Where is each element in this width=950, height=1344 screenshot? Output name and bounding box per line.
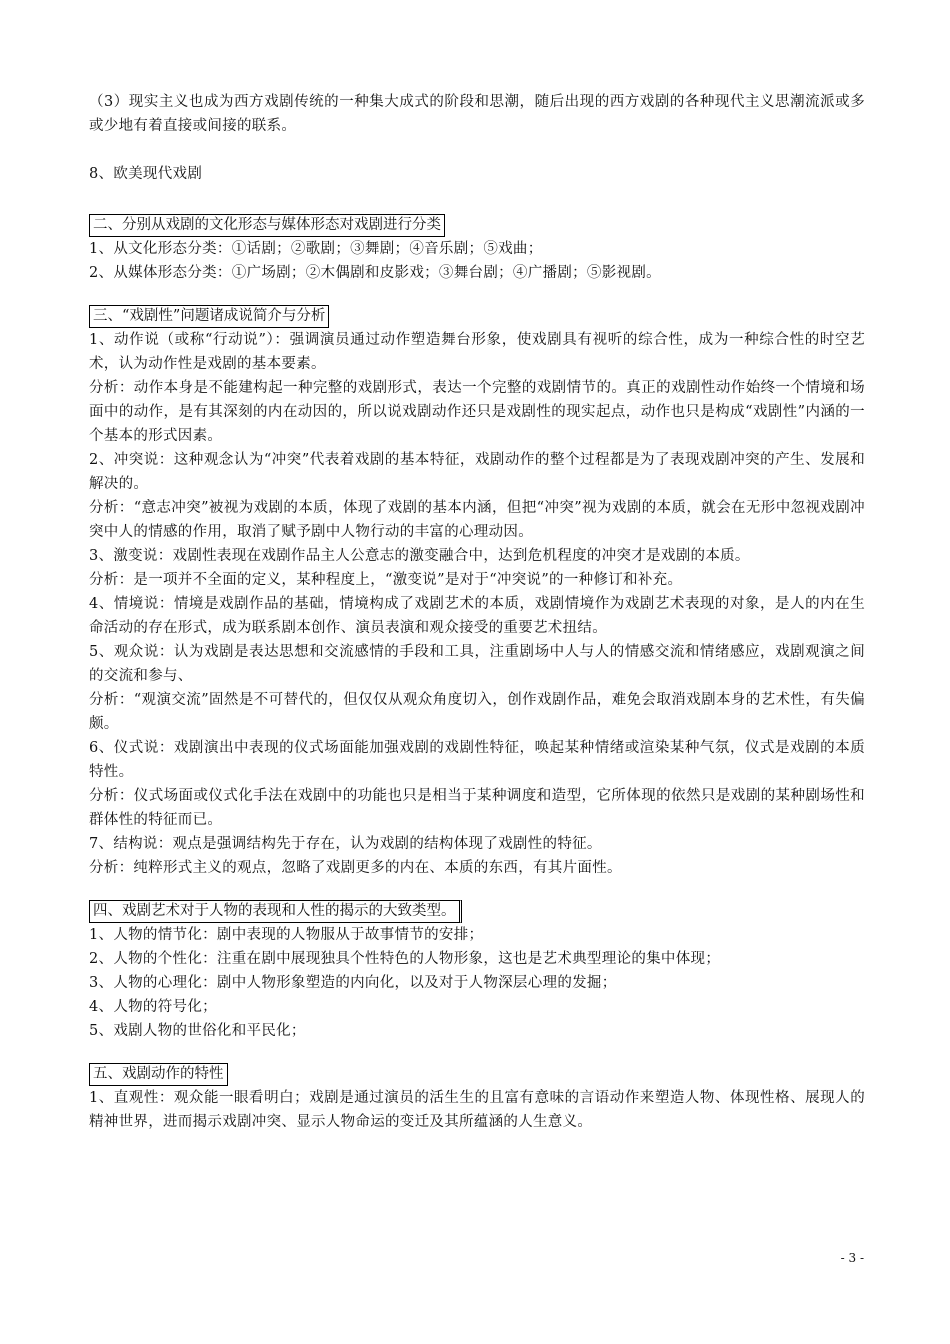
section-3-heading: 三、“戏剧性”问题诸成说简介与分析 [89,305,329,328]
section-3-line: 分析：“意志冲突”被视为戏剧的本质，体现了戏剧的基本内涵，但把“冲突”视为戏剧的本质，就会在无形中忽视戏剧冲突中人的情感的作用，取消了赋予剧中人物行动的丰富的心理动因。 [89,500,865,540]
section-3-line: 分析：“观演交流”固然是不可替代的，但仅仅从观众角度切入，创作戏剧作品，难免会取消戏剧本身的艺术性，有失偏颇。 [89,692,865,732]
section-4-line: 1、人物的情节化：剧中表现的人物服从于故事情节的安排； [89,927,484,943]
section-3-line: 分析：是一项并不全面的定义，某种程度上，“激变说”是对于“冲突说”的一种修订和补充。 [89,572,683,588]
page-number: - 3 - [840,1251,864,1265]
section-3-line: 6、仪式说：戏剧演出中表现的仪式场面能加强戏剧的戏剧性特征，唤起某种情绪或渲染某种气氛，仪式是戏剧的本质特性。 [89,740,865,780]
item-8-heading: 8、欧美现代戏剧 [89,166,203,182]
section-4-line: 2、人物的个性化：注重在剧中展现独具个性特色的人物形象，这也是艺术典型理论的集中体现； [89,951,721,967]
section-3-line: 3、激变说：戏剧性表现在戏剧作品主人公意志的激变融合中，达到危机程度的冲突才是戏剧的本质。 [89,548,750,564]
section-4-line: 4、人物的符号化； [89,999,217,1015]
section-3-line: 7、结构说：观点是强调结构先于存在，认为戏剧的结构体现了戏剧性的特征。 [89,836,602,852]
section-5-line: 1、直观性：观众能一眼看明白；戏剧是通过演员的活生生的且富有意味的言语动作来塑造人物、体现性格、展现人的精神世界，进而揭示戏剧冲突、显示人物命运的变迁及其所蕴涵的人生意义。 [89,1090,865,1130]
section-3-line: 2、冲突说：这种观念认为“冲突”代表着戏剧的基本特征，戏剧动作的整个过程都是为了表现戏剧冲突的产生、发展和解决的。 [89,452,865,492]
section-3-line: 5、观众说：认为戏剧是表达思想和交流感情的手段和工具，注重剧场中人与人的情感交流和情绪感应，戏剧观演之间的交流和参与、 [89,644,865,684]
section-5-heading: 五、戏剧动作的特性 [89,1063,228,1086]
section-2-line: 1、从文化形态分类：①话剧；②歌剧；③舞剧；④音乐剧；⑤戏曲； [89,241,543,257]
section-3-line: 分析：动作本身是不能建构起一种完整的戏剧形式，表达一个完整的戏剧情节的。真正的戏剧性动作始终一个情境和场面中的动作，是有其深刻的内在动因的，所以说戏剧动作还只是戏剧性的现实起点，动作也只是构成“戏剧性”内涵的一个基本的形式因素。 [89,380,865,444]
section-3-line: 分析：仪式场面或仪式化手法在戏剧中的功能也只是相当于某种调度和造型，它所体现的依然只是戏剧的某种剧场性和群体性的特征而已。 [89,788,865,828]
section-4-line: 3、人物的心理化：剧中人物形象塑造的内向化，以及对于人物深层心理的发掘； [89,975,617,991]
section-4-line: 5、戏剧人物的世俗化和平民化； [89,1023,306,1039]
section-3-line: 4、情境说：情境是戏剧作品的基础，情境构成了戏剧艺术的本质，戏剧情境作为戏剧艺术表现的对象，是人的内在生命活动的存在形式，成为联系剧本创作、演员表演和观众接受的重要艺术扭结。 [89,596,865,636]
section-3-line: 分析：纯粹形式主义的观点，忽略了戏剧更多的内在、本质的东西，有其片面性。 [89,860,622,876]
section-3-line: 1、动作说（或称“行动说”）：强调演员通过动作塑造舞台形象，使戏剧具有视听的综合性，成为一种综合性的时空艺术，认为动作性是戏剧的基本要素。 [89,332,865,372]
paragraph-realism: （3）现实主义也成为西方戏剧传统的一种集大成式的阶段和思潮，随后出现的西方戏剧的各种现代主义思潮流派或多或少地有着直接或间接的联系。 [89,94,865,134]
section-2-heading: 二、分别从戏剧的文化形态与媒体形态对戏剧进行分类 [89,214,445,237]
section-4-heading: 四、戏剧艺术对于人物的表现和人性的揭示的大致类型。 [89,900,462,923]
section-2-line: 2、从媒体形态分类：①广场剧；②木偶剧和皮影戏；③舞台剧；④广播剧；⑤影视剧。 [89,265,661,281]
document-page [89,90,865,1134]
